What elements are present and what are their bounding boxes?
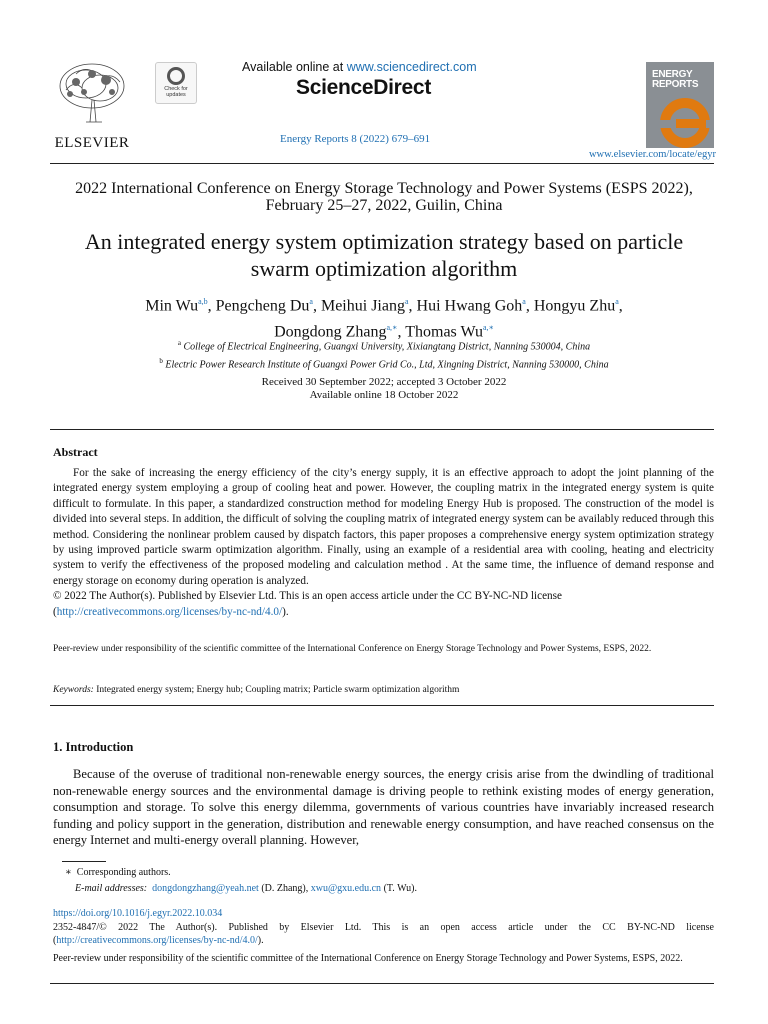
affil-mark: a [177, 339, 181, 347]
footer-bottom-rule [50, 983, 714, 984]
elsevier-logo [50, 60, 134, 151]
issn-copyright [53, 921, 714, 947]
issn-text: 2352-4847/© 2022 The Author(s). Published by Elsevier Ltd. This is an open access article under the CC BY-NC-ND license ( [53, 922, 714, 946]
author-affil-mark[interactable]: a,∗ [482, 323, 494, 333]
cover-e-bar [676, 119, 706, 128]
cover-title: ENERGY REPORTS [652, 69, 699, 90]
email-owner: (T. Wu). [383, 883, 417, 894]
journal-homepage-link[interactable]: www.elsevier.com/locate/egyr [588, 149, 716, 160]
author-sep: , [408, 297, 417, 315]
received-date: Received 30 September 2022; accepted 3 October 2022 [261, 376, 507, 388]
conference-info [40, 180, 728, 214]
author-name[interactable]: Thomas Wu [405, 323, 483, 341]
abstract-top-rule [50, 429, 714, 430]
footer-license-link[interactable]: http://creativecommons.org/licenses/by-nc-nd/4.0/ [56, 935, 258, 946]
affiliation-b [40, 354, 728, 372]
author-sep: , [397, 323, 406, 341]
abstract-peer-review: Peer-review under responsibility of the scientific committee of the International Conference on Energy Storage Technology and Power Systems, ESPS, 2022. [53, 644, 652, 654]
email-link-wu[interactable]: xwu@gxu.edu.cn [310, 883, 382, 894]
keywords-label: Keywords: [53, 685, 94, 695]
author-affil-mark[interactable]: a [404, 297, 409, 306]
license-close: ). [257, 935, 264, 946]
crossmark-icon [167, 67, 185, 85]
author-name[interactable]: Min Wu [145, 297, 199, 315]
author-affil-mark[interactable]: a,∗ [386, 323, 398, 333]
keywords [53, 682, 714, 698]
author-sep: , [312, 297, 321, 315]
abstract-heading: Abstract [53, 445, 98, 459]
title-line-2: swarm optimization algorithm [250, 256, 518, 281]
elsevier-tree-icon [56, 60, 128, 128]
author-affil-mark[interactable]: a [309, 297, 313, 306]
sciencedirect-wordmark: ScienceDirect [296, 76, 432, 99]
email-link-zhang[interactable]: dongdongzhang@yeah.net [152, 883, 259, 894]
affil-text: Electric Power Research Institute of Guangxi Power Grid Co., Ltd, Xingning District, Nanning 530000, China [165, 359, 609, 371]
abstract-text: For the sake of increasing the energy efficiency of the city’s energy supply, it is an effective approach to adopt the joint planning of the integrated energy system employing a group of cooling heat and power. However, the coupling matrix in the integrated energy system is quite difficult to formulate. In this paper, a standardized construction method for modeling Energy Hub is proposed. The construction of the model is divided into several steps. In addition, the difficult of solving the coupling matrix of integrated energy system can be availably reduced through this method. Considering the nonlinear problem caused by dispatch factors, this paper proposes a comprehensive energy system optimization strategy by using improved particle swarm optimization algorithm. Finally, using an example of a residential area with cooling, heating and electricity system to verify the effectiveness of the proposed modeling and calculation method . At the same time, the influence of demand response and energy storage on economy during operation is analyzed. [53, 467, 714, 587]
publisher-name: ELSEVIER [54, 135, 130, 151]
abstract-bottom-rule [50, 705, 714, 706]
author-name[interactable]: Pengcheng Du [215, 297, 310, 315]
footnote-rule [62, 861, 106, 862]
author-affil-mark[interactable]: a [615, 297, 619, 306]
abstract-copyright: © 2022 The Author(s). Published by Elsevier Ltd. This is an open access article under the CC BY-NC-ND license (http://creativecommons.org/licenses/by-nc-nd/4.0/). [53, 590, 562, 618]
affil-text: College of Electrical Engineering, Guangxi University, Xixiangtang District, Nanning 530004, China [183, 341, 591, 353]
abstract-body [53, 466, 714, 620]
license-link[interactable]: http://creativecommons.org/licenses/by-nc-nd/4.0/ [56, 605, 283, 618]
available-prefix: Available online at [242, 60, 347, 74]
title-line-1: An integrated energy system optimization strategy based on particle [84, 229, 684, 254]
sciencedirect-link[interactable]: www.sciencedirect.com [346, 60, 477, 74]
conference-line-2: February 25–27, 2022, Guilin, China [265, 197, 503, 214]
email-owner: (D. Zhang), [261, 883, 309, 894]
available-online-date: Available online 18 October 2022 [309, 389, 459, 401]
author-name[interactable]: Meihui Jiang [320, 297, 405, 315]
journal-cover [646, 62, 714, 148]
conference-line-1: 2022 International Conference on Energy Storage Technology and Power Systems (ESPS 2022), [75, 180, 693, 197]
author-name[interactable]: Hui Hwang Goh [416, 297, 523, 315]
author-name[interactable]: Hongyu Zhu [533, 297, 616, 315]
email-label: E-mail addresses: [75, 883, 148, 894]
affiliations [40, 336, 728, 373]
introduction-body [53, 766, 714, 849]
affiliation-a [40, 336, 728, 354]
corresponding-footnote [53, 865, 714, 897]
corresponding-text: Corresponding authors. [76, 867, 171, 878]
article-dates [40, 376, 728, 402]
doi-link[interactable]: https://doi.org/10.1016/j.egyr.2022.10.034 [53, 908, 223, 919]
affil-mark: b [159, 357, 163, 366]
footnote-mark: ∗ [65, 867, 72, 878]
section-heading-introduction: 1. Introduction [53, 740, 134, 754]
footer-peer-review: Peer-review under responsibility of the scientific committee of the International Conference on Energy Storage Technology and Power Systems, ESPS, 2022. [53, 953, 683, 964]
journal-citation[interactable]: Energy Reports 8 (2022) 679–691 [280, 133, 431, 145]
paper-title [40, 228, 728, 282]
author-sep: , [525, 297, 534, 315]
author-name[interactable]: Dongdong Zhang [274, 323, 387, 341]
introduction-text: Because of the overuse of traditional non-renewable energy sources, the energy crisis arise from the dwindling of traditional non-renewable energy sources and the environmental damage is driving people to rethink existing modes of energy generation, consumption and storage. To solve this energy dilemma, governments of various countries have invariably increased research funding and policy support in the generation, distribution and renewable energy consumption, and have reached consensus on the energy Internet and multi-energy overall planning. However, [53, 767, 714, 848]
author-affil-mark[interactable]: a,b [198, 297, 208, 306]
author-affil-mark[interactable]: a [522, 297, 526, 306]
keywords-list: Integrated energy system; Energy hub; Coupling matrix; Particle swarm optimization algorithm [96, 685, 460, 695]
copyright-text: © 2022 The Author(s). Published by Elsevier Ltd. This is an open access article under the CC BY-NC-ND license [53, 590, 562, 603]
header-divider [50, 163, 714, 164]
check-for-updates-badge[interactable] [155, 62, 197, 104]
available-online-line [242, 60, 477, 74]
crossmark-label: Check for updates [164, 86, 188, 98]
doi-line [53, 906, 714, 922]
author-sep: , [207, 297, 216, 315]
author-sep: , [618, 297, 623, 315]
